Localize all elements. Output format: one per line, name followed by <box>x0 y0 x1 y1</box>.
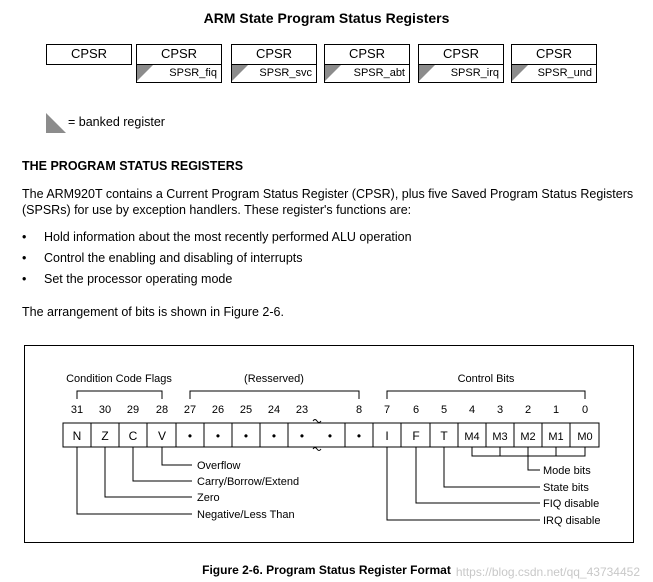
svg-text:IRQ disable: IRQ disable <box>543 515 601 527</box>
svg-text:Mode bits: Mode bits <box>543 465 591 477</box>
arrangement-text: The arrangement of bits is shown in Figure 2-6. <box>22 305 284 319</box>
register-label: CPSR <box>255 46 293 61</box>
svg-text:M3: M3 <box>492 431 508 443</box>
banked-legend-text: = banked register <box>68 115 165 129</box>
svg-text:•: • <box>299 429 305 443</box>
svg-text:T: T <box>440 429 448 443</box>
group-brackets <box>77 391 585 399</box>
svg-text:I: I <box>385 429 389 443</box>
register-label: CPSR <box>348 46 386 61</box>
condition-flags-label: Condition Code Flags <box>66 373 172 385</box>
svg-text:23: 23 <box>295 404 309 416</box>
control-bits-label: Control Bits <box>457 373 515 385</box>
register-label: CPSR <box>442 46 480 61</box>
banked-register-label: SPSR_und <box>537 67 592 79</box>
svg-text:1: 1 <box>552 404 560 416</box>
banked-register-label: SPSR_svc <box>259 67 312 79</box>
svg-text:•: • <box>243 429 249 443</box>
bit-numbers <box>71 404 588 416</box>
svg-text:7: 7 <box>383 404 391 416</box>
left-leaders <box>77 447 192 514</box>
svg-text:F: F <box>412 429 420 443</box>
svg-text:27: 27 <box>183 404 197 416</box>
left-annotations <box>197 460 299 521</box>
svg-text:30: 30 <box>98 404 112 416</box>
svg-text:•: • <box>356 429 362 443</box>
svg-text:M0: M0 <box>577 431 593 443</box>
banked-register-label: SPSR_abt <box>353 67 405 79</box>
bullet-text: Set the processor operating mode <box>44 272 233 286</box>
bullet-text: Hold information about the most recently performed ALU operation <box>44 230 412 244</box>
svg-text:24: 24 <box>267 404 281 416</box>
svg-text:M2: M2 <box>520 431 536 443</box>
watermark: https://blog.csdn.net/qq_43734452 <box>455 565 640 579</box>
right-annotations <box>543 465 600 527</box>
reserved-label: (Resserved) <box>244 373 304 385</box>
svg-text:0: 0 <box>581 404 589 416</box>
page-title: ARM State Program Status Registers <box>203 10 450 26</box>
banked-register-label: SPSR_irq <box>450 67 499 79</box>
register-label: CPSR <box>70 46 108 61</box>
svg-text:Negative/Less Than: Negative/Less Than <box>197 509 295 521</box>
bullet-text: Control the enabling and disabling of interrupts <box>44 251 303 265</box>
svg-text:25: 25 <box>239 404 253 416</box>
svg-text:Carry/Borrow/Extend: Carry/Borrow/Extend <box>197 476 300 488</box>
banked-register-label: SPSR_fiq <box>169 67 217 79</box>
intro-paragraph: The ARM920T contains a Current Program Status Register (CPSR), plus five Saved Program Status Registers (SPSRs) for use by exception handlers. These register's functions are: <box>22 187 634 217</box>
svg-text:31: 31 <box>70 404 84 416</box>
bullet-icon: • <box>22 251 27 265</box>
svg-text:State bits: State bits <box>543 482 589 494</box>
svg-text:FIQ disable: FIQ disable <box>543 498 600 510</box>
svg-text:4: 4 <box>468 404 476 416</box>
svg-text:V: V <box>157 429 167 443</box>
svg-text:Overflow: Overflow <box>197 460 241 472</box>
svg-text:N: N <box>72 429 82 443</box>
svg-text:3: 3 <box>496 404 504 416</box>
register-label: CPSR <box>535 46 573 61</box>
figure-caption: Figure 2-6. Program Status Register Format <box>202 563 451 577</box>
svg-text:Zero: Zero <box>197 492 220 504</box>
svg-text:28: 28 <box>155 404 169 416</box>
svg-text:29: 29 <box>126 404 140 416</box>
svg-text:•: • <box>187 429 193 443</box>
svg-text:M1: M1 <box>548 431 564 443</box>
bullet-icon: • <box>22 272 27 286</box>
svg-text:C: C <box>128 429 138 443</box>
svg-text:•: • <box>215 429 221 443</box>
svg-text:8: 8 <box>355 404 363 416</box>
svg-text:Z: Z <box>101 429 109 443</box>
svg-text:5: 5 <box>440 404 448 416</box>
svg-text:•: • <box>327 429 333 443</box>
register-label: CPSR <box>160 46 198 61</box>
svg-text:•: • <box>271 429 277 443</box>
svg-text:M4: M4 <box>464 431 480 443</box>
bullet-icon: • <box>22 230 27 244</box>
svg-text:2: 2 <box>524 404 532 416</box>
svg-text:6: 6 <box>412 404 420 416</box>
svg-text:26: 26 <box>211 404 225 416</box>
section-heading: THE PROGRAM STATUS REGISTERS <box>22 159 244 173</box>
